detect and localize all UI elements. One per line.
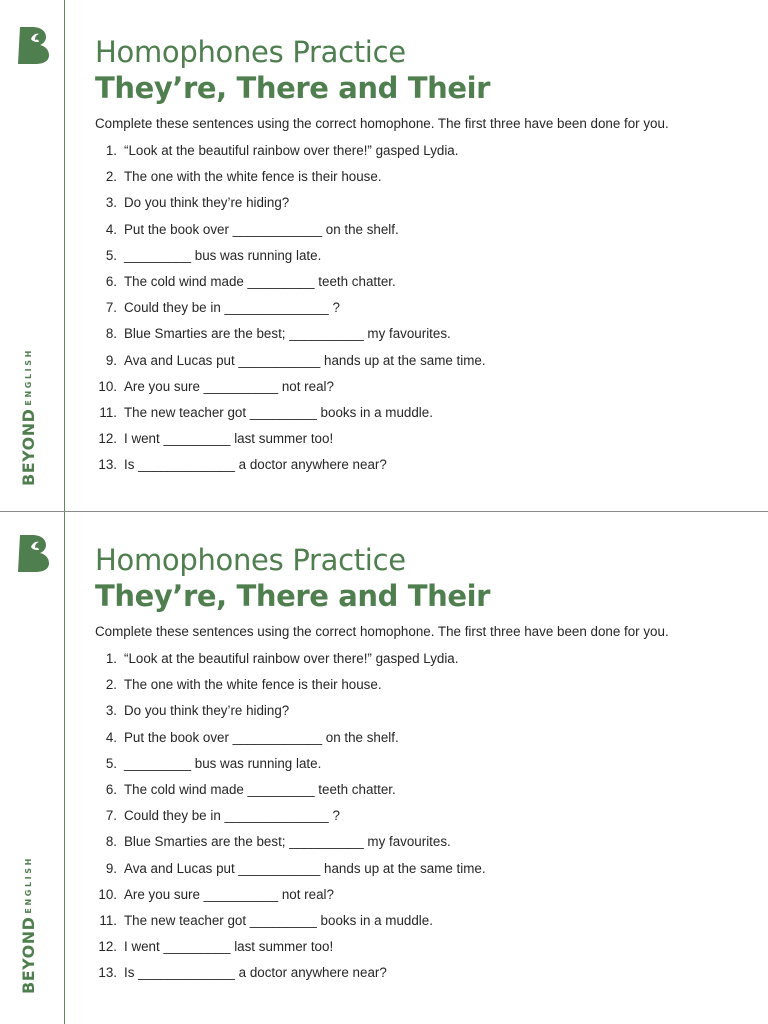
item-number: 2. bbox=[105, 169, 117, 185]
list-item bbox=[95, 807, 486, 833]
item-text: Blue Smarties are the best; __________ my favourites. bbox=[124, 326, 451, 342]
brand-wordmark bbox=[19, 348, 38, 486]
brand-sub: ENGLISH bbox=[24, 348, 33, 406]
brand-name: BEYOND bbox=[19, 408, 38, 486]
item-number: 13. bbox=[98, 457, 117, 473]
list-item bbox=[95, 325, 486, 351]
item-text: Is _____________ a doctor anywhere near? bbox=[124, 965, 387, 981]
list-item bbox=[95, 404, 486, 430]
list-item bbox=[95, 886, 486, 912]
list-item bbox=[95, 676, 486, 702]
item-number: 9. bbox=[105, 352, 117, 368]
item-number: 11. bbox=[99, 404, 117, 420]
worksheet-title: Homophones Practice bbox=[95, 543, 406, 577]
item-number: 1. bbox=[105, 143, 117, 158]
instructions: Complete these sentences using the correct homophone. The first three have been done for you. bbox=[95, 624, 669, 639]
worksheet-copy bbox=[0, 508, 768, 1016]
item-text: Blue Smarties are the best; __________ my favourites. bbox=[124, 834, 451, 850]
item-text: “Look at the beautiful rainbow over there!” gasped Lydia. bbox=[124, 651, 459, 666]
list-item bbox=[95, 781, 486, 807]
brand-wordmark bbox=[19, 856, 38, 994]
list-item bbox=[95, 299, 486, 325]
list-item bbox=[95, 456, 486, 482]
item-text: The new teacher got _________ books in a muddle. bbox=[124, 912, 433, 928]
item-text: The new teacher got _________ books in a muddle. bbox=[124, 404, 433, 420]
item-text: Do you think they’re hiding? bbox=[124, 703, 290, 719]
list-item bbox=[95, 729, 486, 755]
item-number: 7. bbox=[105, 300, 117, 316]
beyond-logo-icon bbox=[15, 533, 51, 573]
item-text: Ava and Lucas put ___________ hands up at the same time. bbox=[124, 860, 486, 876]
list-item bbox=[95, 833, 486, 859]
brand-name: BEYOND bbox=[19, 916, 38, 994]
list-item bbox=[95, 352, 486, 378]
item-text: Is _____________ a doctor anywhere near? bbox=[124, 457, 387, 473]
list-item bbox=[95, 273, 486, 299]
item-number: 5. bbox=[105, 247, 117, 263]
item-number: 6. bbox=[105, 273, 117, 289]
list-item bbox=[95, 221, 486, 247]
item-number: 9. bbox=[105, 860, 117, 876]
item-number: 13. bbox=[98, 965, 117, 981]
item-number: 3. bbox=[105, 195, 117, 211]
list-item bbox=[95, 938, 486, 964]
item-text: Put the book over ____________ on the shelf. bbox=[124, 729, 399, 745]
item-text: The cold wind made _________ teeth chatter. bbox=[124, 273, 396, 289]
item-number: 2. bbox=[105, 677, 117, 693]
list-item bbox=[95, 430, 486, 456]
list-item bbox=[95, 168, 486, 194]
item-number: 5. bbox=[105, 755, 117, 771]
item-number: 4. bbox=[105, 221, 117, 237]
item-number: 12. bbox=[98, 939, 117, 955]
item-text: I went _________ last summer too! bbox=[124, 431, 334, 447]
exercise-list bbox=[95, 142, 486, 482]
list-item bbox=[95, 912, 486, 938]
item-text: Do you think they’re hiding? bbox=[124, 195, 290, 211]
worksheet-title: Homophones Practice bbox=[95, 35, 406, 69]
item-text: Could they be in ______________ ? bbox=[124, 300, 340, 316]
list-item bbox=[95, 142, 486, 168]
instructions: Complete these sentences using the correct homophone. The first three have been done for you. bbox=[95, 116, 669, 131]
list-item bbox=[95, 247, 486, 273]
item-text: I went _________ last summer too! bbox=[124, 939, 334, 955]
item-number: 10. bbox=[98, 378, 117, 394]
brand-sub: ENGLISH bbox=[24, 856, 33, 914]
item-text: The one with the white fence is their house. bbox=[124, 677, 382, 693]
item-number: 8. bbox=[105, 834, 117, 850]
list-item bbox=[95, 755, 486, 781]
item-number: 3. bbox=[105, 703, 117, 719]
item-text: Ava and Lucas put ___________ hands up at the same time. bbox=[124, 352, 486, 368]
list-item bbox=[95, 194, 486, 220]
item-text: The one with the white fence is their house. bbox=[124, 169, 382, 185]
item-text: Are you sure __________ not real? bbox=[124, 886, 334, 902]
item-number: 1. bbox=[105, 651, 117, 666]
exercise-list bbox=[95, 650, 486, 990]
item-number: 8. bbox=[105, 326, 117, 342]
worksheet-copy bbox=[0, 0, 768, 508]
item-text: The cold wind made _________ teeth chatter. bbox=[124, 781, 396, 797]
item-number: 11. bbox=[99, 912, 117, 928]
list-item bbox=[95, 964, 486, 990]
list-item bbox=[95, 702, 486, 728]
item-text: Could they be in ______________ ? bbox=[124, 808, 340, 824]
item-number: 10. bbox=[98, 886, 117, 902]
item-text: _________ bus was running late. bbox=[124, 755, 322, 771]
beyond-logo-icon bbox=[15, 25, 51, 65]
item-number: 4. bbox=[105, 729, 117, 745]
list-item bbox=[95, 650, 486, 676]
item-text: Put the book over ____________ on the shelf. bbox=[124, 221, 399, 237]
list-item bbox=[95, 860, 486, 886]
worksheet-subtitle: They’re, There and Their bbox=[95, 71, 491, 105]
list-item bbox=[95, 378, 486, 404]
item-number: 7. bbox=[105, 808, 117, 824]
worksheet-subtitle: They’re, There and Their bbox=[95, 579, 491, 613]
item-text: _________ bus was running late. bbox=[124, 247, 322, 263]
item-number: 12. bbox=[98, 431, 117, 447]
item-number: 6. bbox=[105, 781, 117, 797]
item-text: Are you sure __________ not real? bbox=[124, 378, 334, 394]
item-text: “Look at the beautiful rainbow over there!” gasped Lydia. bbox=[124, 143, 459, 158]
